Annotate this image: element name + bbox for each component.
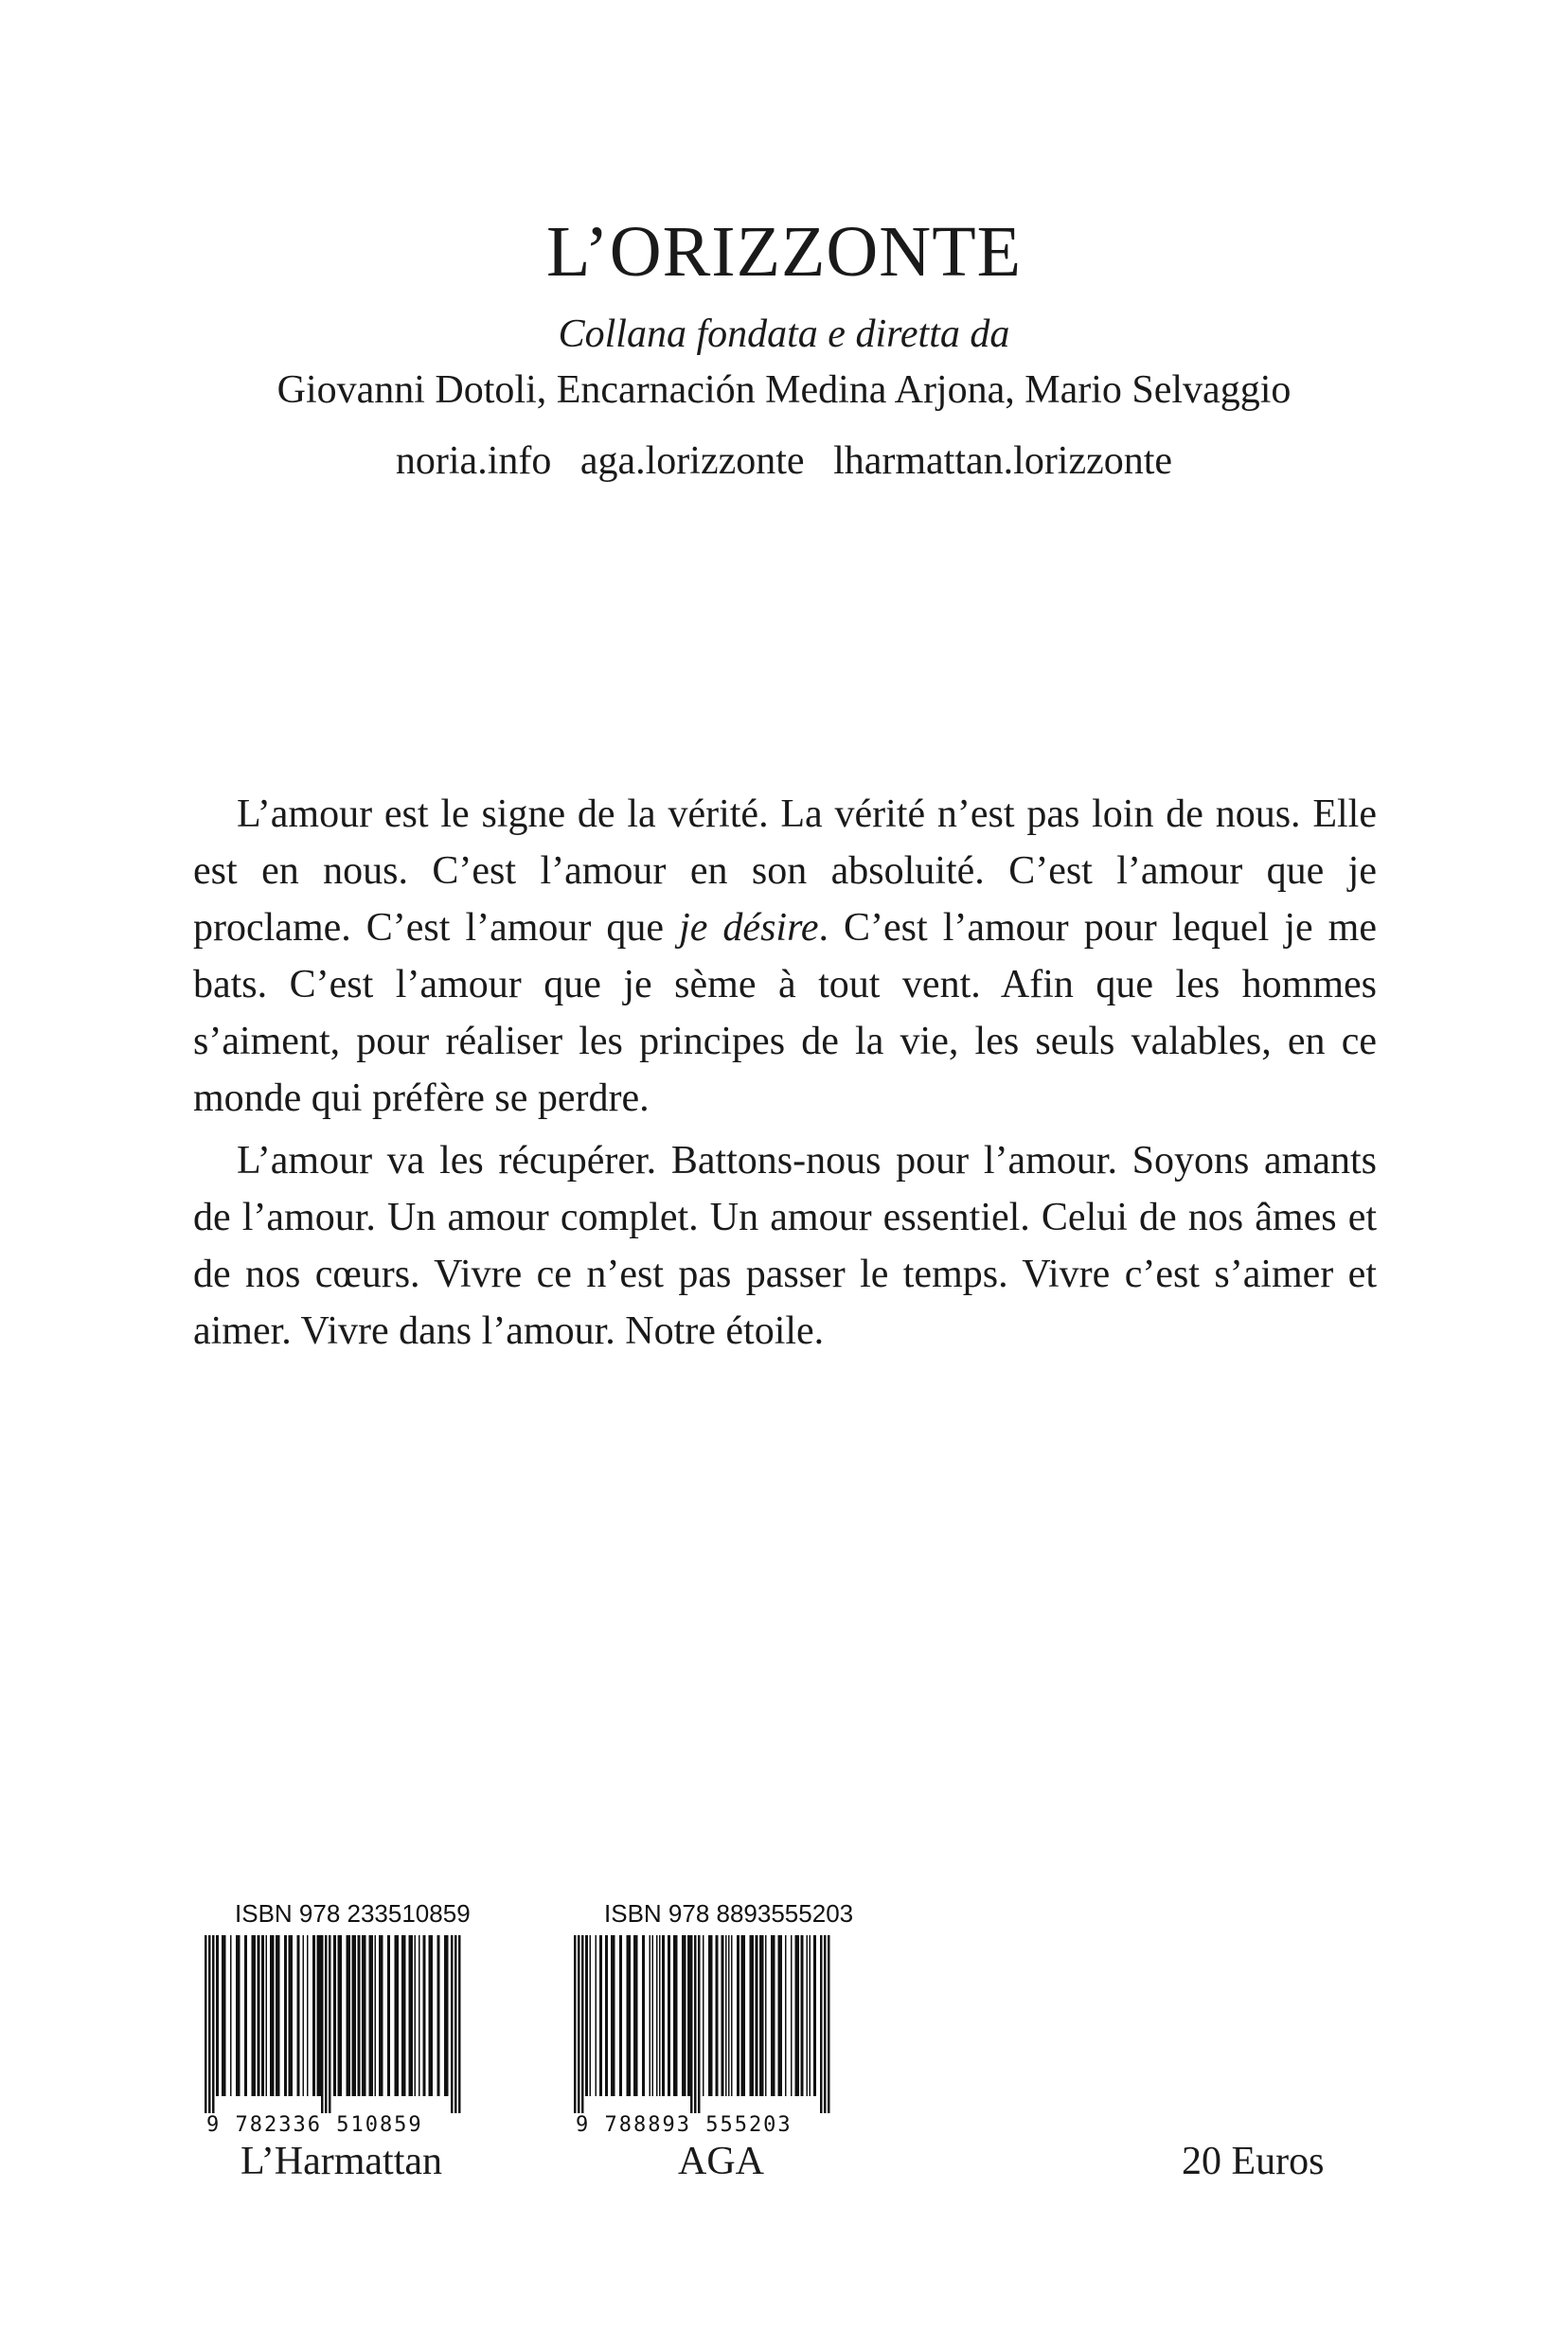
publisher-aga: AGA [678,2140,764,2183]
blurb-italic-phrase: je désire [679,906,819,950]
link-aga: aga.lorizzonte [579,439,805,483]
series-title: L’ORIZZONTE [545,212,1023,292]
series-editors: Giovanni Dotoli, Encarnación Medina Arjona, Mario Selvaggio [276,368,1292,412]
series-subtitle: Collana fondata e diretta da [558,312,1010,356]
link-lharmattan: lharmattan.lorizzonte [833,439,1173,483]
back-cover-blurb [193,786,1377,1365]
barcode-image [195,1935,470,2113]
series-links [0,441,1568,481]
barcode-digits: 9 782336 510859 [206,2113,423,2137]
barcode-image [564,1935,839,2113]
blurb-paragraph-2: L’amour va les récupérer. Battons-nous pour l’amour. Soyons amants de l’amour. Un amour complet. Un amour essentiel. Celui de nos âmes et de nos cœurs. Vivre ce n’est pas passer le temps. Vivre c’est s’aimer et aimer. Vivre dans l’amour. Notre étoile. [193,1139,1377,1353]
publisher-harmattan: L’Harmattan [241,2140,443,2183]
isbn-label: ISBN 978 8893555203 [604,1899,854,1928]
blurb-paragraph-1: L’amour est le signe de la vérité. La vérité n’est pas loin de nous. Elle est en nous. C’est l’amour en son absoluité. C’est l’amour que je proclame. C’est l’amour que je désire. C’est l’amour pour lequel je me bats. C’est l’amour que je sème à tout vent. Afin que les hommes s’aiment, pour réaliser les principes de la vie, les seuls valables, en ce monde qui préfère se perdre. [193,792,1377,1120]
barcode-digits: 9 788893 555203 [576,2113,793,2137]
price: 20 Euros [1182,2140,1325,2183]
isbn-label: ISBN 978 2335108​59 [235,1899,471,1928]
barcode-harmattan [195,1901,470,2136]
link-noria: noria.info [395,439,552,483]
barcode-aga [564,1899,854,2137]
